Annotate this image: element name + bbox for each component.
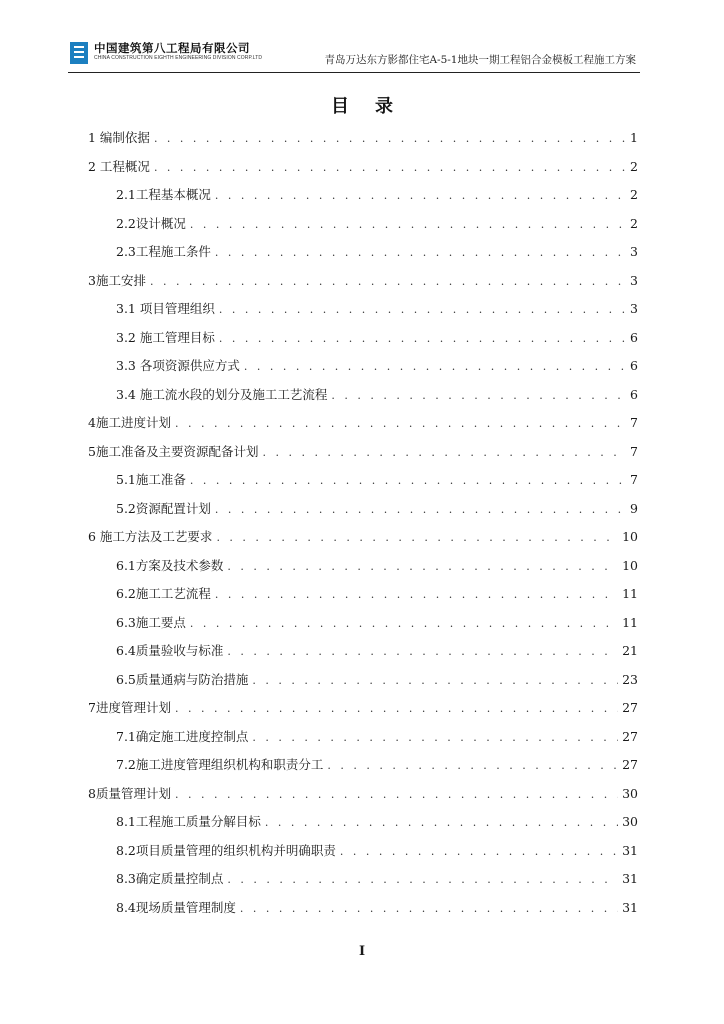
- toc-entry-page: 31: [622, 842, 638, 858]
- toc-entry[interactable]: [88, 808, 638, 837]
- company-name-cn: 中国建筑第八工程局有限公司: [94, 41, 250, 55]
- toc-entry[interactable]: [88, 523, 638, 552]
- toc-entry[interactable]: [88, 210, 638, 239]
- toc-entry-label: 3.1 项目管理组织: [116, 301, 215, 316]
- toc-entry-label: 6.2施工工艺流程: [116, 586, 211, 601]
- toc-dot-leader: [175, 410, 626, 439]
- toc-entry-label: 8质量管理计划: [88, 785, 171, 801]
- toc-dot-leader: [244, 353, 626, 382]
- toc-entry-label: 7.1确定施工进度控制点: [116, 728, 249, 744]
- toc-dot-leader: [215, 581, 618, 610]
- toc-entry[interactable]: [88, 865, 638, 894]
- toc-entry[interactable]: [88, 495, 638, 524]
- toc-entry-label: 6.4质量验收与标准: [116, 643, 224, 658]
- toc-entry[interactable]: [88, 438, 638, 467]
- toc-entry-page: 1: [630, 130, 638, 145]
- toc-entry-label: 7.2施工进度管理组织机构和职责分工: [116, 757, 324, 772]
- toc-entry-label: 8.2项目质量管理的组织机构并明确职责: [116, 842, 336, 858]
- toc-entry-label: 6.5质量通病与防治措施: [116, 671, 249, 687]
- toc-entry-label: 3.2 施工管理目标: [116, 329, 215, 345]
- toc-entry-page: 6: [630, 386, 638, 402]
- toc-dot-leader: [190, 211, 626, 240]
- toc-entry-label: 6 施工方法及工艺要求: [88, 529, 213, 544]
- toc-dot-leader: [227, 866, 618, 895]
- toc-entry-label: 8.4现场质量管理制度: [116, 899, 236, 915]
- toc-dot-leader: [331, 382, 626, 411]
- toc-dot-leader: [190, 467, 626, 496]
- toc-entry[interactable]: [88, 694, 638, 723]
- toc-entry-page: 2: [630, 215, 638, 231]
- toc-entry[interactable]: [88, 780, 638, 809]
- toc-entry-page: 2: [630, 158, 638, 174]
- toc-entry-page: 10: [622, 557, 638, 573]
- toc-dot-leader: [227, 553, 618, 582]
- toc-entry-label: 2 工程概况: [88, 158, 150, 174]
- toc-entry-label: 7进度管理计划: [88, 700, 171, 715]
- toc-entry[interactable]: [88, 409, 638, 438]
- toc-dot-leader: [252, 667, 618, 696]
- toc-entry-page: 27: [622, 728, 638, 744]
- toc-dot-leader: [154, 125, 626, 154]
- toc-entry-label: 5.2资源配置计划: [116, 500, 211, 516]
- toc-dot-leader: [215, 182, 626, 211]
- toc-entry-label: 8.3确定质量控制点: [116, 871, 224, 886]
- toc-dot-leader: [340, 838, 618, 867]
- toc-entry-label: 2.2设计概况: [116, 215, 186, 231]
- project-title: 青岛万达东方影都住宅A-5-1地块一期工程铝合金模板工程施工方案: [324, 54, 636, 66]
- toc-entry[interactable]: [88, 153, 638, 182]
- toc-dot-leader: [216, 524, 618, 553]
- toc-entry[interactable]: [88, 837, 638, 866]
- toc-entry-page: 7: [630, 415, 638, 430]
- toc-dot-leader: [327, 752, 618, 781]
- toc-entry[interactable]: [88, 352, 638, 381]
- toc-entry-page: 27: [622, 700, 638, 715]
- toc-entry-label: 6.1方案及技术参数: [116, 557, 224, 573]
- toc-dot-leader: [252, 724, 618, 753]
- company-logo-icon: [70, 42, 88, 64]
- toc-dot-leader: [265, 809, 618, 838]
- toc-entry[interactable]: [88, 324, 638, 353]
- page-title: 目录: [331, 96, 419, 117]
- toc-entry-label: 5施工准备及主要资源配备计划: [88, 443, 259, 459]
- toc-entry[interactable]: [88, 751, 638, 780]
- toc-entry-label: 3.4 施工流水段的划分及施工工艺流程: [116, 386, 328, 402]
- toc-entry-page: 3: [630, 244, 638, 259]
- toc-entry-label: 3施工安排: [88, 272, 146, 288]
- toc-entry-page: 3: [630, 272, 638, 288]
- toc-dot-leader: [150, 268, 626, 297]
- page-number: I: [358, 944, 366, 959]
- toc-entry[interactable]: [88, 238, 638, 267]
- toc-dot-leader: [215, 239, 626, 268]
- toc-entry-page: 6: [630, 358, 638, 373]
- toc-entry-page: 7: [630, 472, 638, 487]
- toc-entry[interactable]: [88, 637, 638, 666]
- toc-dot-leader: [175, 695, 618, 724]
- toc-entry-label: 8.1工程施工质量分解目标: [116, 814, 261, 829]
- toc-entry-page: 30: [622, 814, 638, 829]
- toc-dot-leader: [215, 496, 626, 525]
- toc-entry[interactable]: [88, 466, 638, 495]
- toc-entry-page: 27: [622, 757, 638, 772]
- toc-entry[interactable]: [88, 552, 638, 581]
- toc-dot-leader: [262, 439, 626, 468]
- toc-entry-page: 7: [630, 443, 638, 459]
- toc-entry-page: 3: [630, 301, 638, 316]
- toc-dot-leader: [227, 638, 618, 667]
- page-header: [68, 38, 640, 73]
- toc-entry[interactable]: [88, 609, 638, 638]
- toc-entry[interactable]: [88, 723, 638, 752]
- company-name-en: CHINA CONSTRUCTION EIGHTH ENGINEERING DIVISION CORP.LTD: [94, 55, 263, 61]
- toc-entry-page: 23: [622, 671, 638, 687]
- toc-entry-label: 1 编制依据: [88, 130, 150, 145]
- toc-entry-page: 30: [622, 785, 638, 801]
- toc-dot-leader: [190, 610, 618, 639]
- toc-entry-label: 3.3 各项资源供应方式: [116, 358, 240, 373]
- toc-entry[interactable]: [88, 666, 638, 695]
- toc-entry-page: 6: [630, 329, 638, 345]
- toc-dot-leader: [175, 781, 618, 810]
- toc-entry-page: 9: [630, 500, 638, 516]
- toc-entry[interactable]: [88, 580, 638, 609]
- toc-entry-page: 11: [622, 586, 638, 601]
- toc-dot-leader: [219, 296, 626, 325]
- toc-dot-leader: [219, 325, 626, 354]
- toc-entry-page: 31: [622, 899, 638, 915]
- toc-entry-label: 6.3施工要点: [116, 614, 186, 630]
- toc-entry-label: 5.1施工准备: [116, 472, 186, 487]
- toc-dot-leader: [240, 895, 618, 924]
- toc-entry[interactable]: [88, 181, 638, 210]
- toc-entry-label: 2.1工程基本概况: [116, 187, 211, 202]
- table-of-contents: [88, 124, 638, 922]
- toc-entry-label: 4施工进度计划: [88, 415, 171, 430]
- toc-entry-page: 10: [622, 529, 638, 544]
- toc-entry[interactable]: [88, 894, 638, 923]
- toc-entry-page: 2: [630, 187, 638, 202]
- toc-dot-leader: [154, 154, 626, 183]
- toc-entry-page: 11: [622, 614, 638, 630]
- toc-entry[interactable]: [88, 381, 638, 410]
- toc-entry[interactable]: [88, 295, 638, 324]
- toc-entry-page: 21: [622, 643, 638, 658]
- toc-entry-label: 2.3工程施工条件: [116, 244, 211, 259]
- toc-entry[interactable]: [88, 124, 638, 153]
- toc-entry-page: 31: [622, 871, 638, 886]
- toc-entry[interactable]: [88, 267, 638, 296]
